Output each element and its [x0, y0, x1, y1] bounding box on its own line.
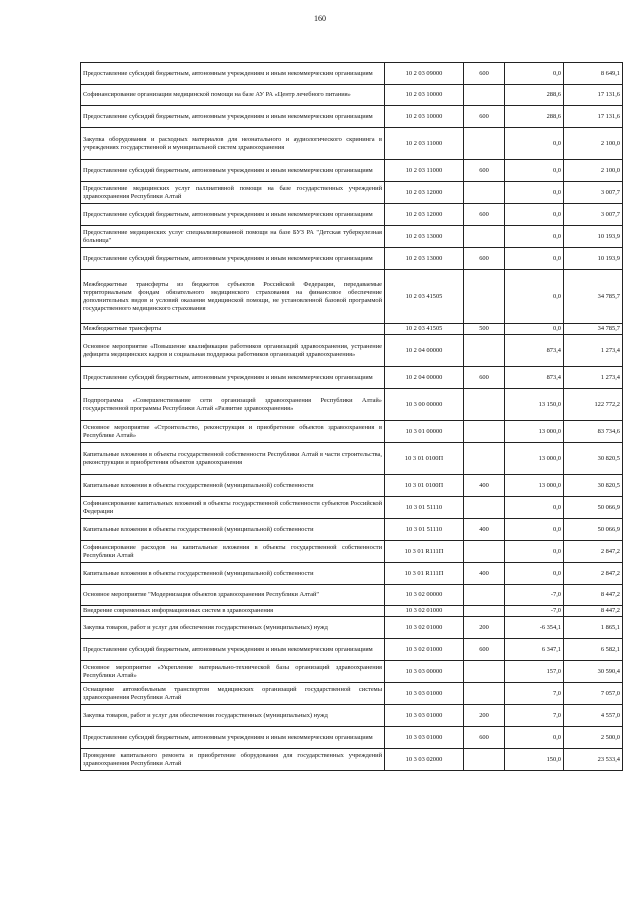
row-name-cell: Оснащение автомобильным транспортом медицинских организаций государственной системы здравоохранения Республики Алтай	[81, 683, 385, 705]
row-amount-cell: 4 557,0	[564, 705, 623, 727]
row-amount-cell: 30 590,4	[564, 661, 623, 683]
table-row	[81, 63, 623, 85]
row-change-cell: 873,4	[505, 367, 564, 389]
table-row	[81, 541, 623, 563]
row-name-cell: Предоставление субсидий бюджетным, автономным учреждениям и иным некоммерческим организациям	[81, 204, 385, 226]
row-name-cell: Софинансирование организации медицинской помощи на базе АУ РА «Центр лечебного питания»	[81, 85, 385, 106]
row-change-cell: 0,0	[505, 497, 564, 519]
row-amount-cell: 1 865,1	[564, 617, 623, 639]
row-change-cell: 13 150,0	[505, 389, 564, 421]
row-expense-type-cell	[464, 182, 505, 204]
row-code-cell: 10 2 03 13000	[385, 248, 464, 270]
row-name-cell: Основное мероприятие «Повышение квалификации работников организаций здравоохранения, устранение дефицита медицинских кадров и социальная поддержка работников организаций здравоохранения»	[81, 335, 385, 367]
row-code-cell: 10 2 03 12000	[385, 182, 464, 204]
table-row	[81, 585, 623, 606]
row-expense-type-cell	[464, 128, 505, 160]
row-name-cell: Предоставление субсидий бюджетным, автономным учреждениям и иным некоммерческим организациям	[81, 727, 385, 749]
row-name-cell: Предоставление субсидий бюджетным, автономным учреждениям и иным некоммерческим организациям	[81, 639, 385, 661]
row-code-cell: 10 3 03 00000	[385, 661, 464, 683]
row-code-cell: 10 2 03 10000	[385, 106, 464, 128]
row-change-cell: 0,0	[505, 541, 564, 563]
row-name-cell: Софинансирование расходов на капитальные вложения в объекты государственной собственности Республики Алтай	[81, 541, 385, 563]
row-change-cell: 873,4	[505, 335, 564, 367]
row-amount-cell: 1 273,4	[564, 335, 623, 367]
row-code-cell: 10 2 03 41505	[385, 324, 464, 335]
row-amount-cell: 8 447,2	[564, 585, 623, 606]
row-change-cell: 13 000,0	[505, 475, 564, 497]
row-name-cell: Предоставление субсидий бюджетным, автономным учреждениям и иным некоммерческим организациям	[81, 63, 385, 85]
row-code-cell: 10 3 02 00000	[385, 585, 464, 606]
row-expense-type-cell	[464, 443, 505, 475]
row-name-cell: Капитальные вложения в объекты государственной (муниципальной) собственности	[81, 475, 385, 497]
row-amount-cell: 3 007,7	[564, 182, 623, 204]
row-change-cell: 0,0	[505, 270, 564, 324]
row-code-cell: 10 3 03 02000	[385, 749, 464, 771]
row-name-cell: Закупка товаров, работ и услуг для обеспечения государственных (муниципальных) нужд	[81, 617, 385, 639]
row-expense-type-cell: 500	[464, 324, 505, 335]
row-expense-type-cell: 600	[464, 63, 505, 85]
table-row	[81, 606, 623, 617]
table-row	[81, 705, 623, 727]
row-code-cell: 10 2 03 41505	[385, 270, 464, 324]
table-row	[81, 475, 623, 497]
row-expense-type-cell	[464, 335, 505, 367]
table-row	[81, 324, 623, 335]
row-change-cell: -7,0	[505, 606, 564, 617]
row-name-cell: Капитальные вложения в объекты государственной (муниципальной) собственности	[81, 563, 385, 585]
row-amount-cell: 34 785,7	[564, 270, 623, 324]
row-code-cell: 10 2 03 11000	[385, 160, 464, 182]
row-change-cell: 0,0	[505, 204, 564, 226]
row-amount-cell: 17 131,6	[564, 106, 623, 128]
table-row	[81, 497, 623, 519]
budget-table	[80, 62, 623, 771]
row-change-cell: 13 000,0	[505, 421, 564, 443]
row-change-cell: 0,0	[505, 248, 564, 270]
row-name-cell: Основное мероприятие «Укрепление материально-технической базы организаций здравоохранения Республики Алтай»	[81, 661, 385, 683]
row-code-cell: 10 3 01 R111П	[385, 541, 464, 563]
row-expense-type-cell: 600	[464, 727, 505, 749]
row-code-cell: 10 3 01 R111П	[385, 563, 464, 585]
row-code-cell: 10 2 03 10000	[385, 85, 464, 106]
row-name-cell: Предоставление субсидий бюджетным, автономным учреждениям и иным некоммерческим организациям	[81, 367, 385, 389]
row-amount-cell: 10 193,9	[564, 248, 623, 270]
row-amount-cell: 6 582,1	[564, 639, 623, 661]
row-expense-type-cell: 600	[464, 204, 505, 226]
row-name-cell: Закупка оборудования и расходных материалов для неонатального и аудиологического скрининга в учреждениях государственной и муниципальной систем здравоохранения	[81, 128, 385, 160]
table-row	[81, 248, 623, 270]
table-row	[81, 639, 623, 661]
table-row	[81, 226, 623, 248]
table-row	[81, 204, 623, 226]
row-change-cell: 0,0	[505, 182, 564, 204]
row-code-cell: 10 2 03 09000	[385, 63, 464, 85]
row-change-cell: -6 354,1	[505, 617, 564, 639]
row-expense-type-cell	[464, 389, 505, 421]
row-name-cell: Межбюджетные трансферты	[81, 324, 385, 335]
row-change-cell: -7,0	[505, 585, 564, 606]
row-name-cell: Предоставление медицинских услуг паллиативной помощи на базе государственных учреждений здравоохранения Республики Алтай	[81, 182, 385, 204]
row-name-cell: Капитальные вложения в объекты государственной (муниципальной) собственности	[81, 519, 385, 541]
table-row	[81, 519, 623, 541]
row-expense-type-cell	[464, 585, 505, 606]
row-amount-cell: 83 734,6	[564, 421, 623, 443]
row-change-cell: 150,0	[505, 749, 564, 771]
row-change-cell: 7,0	[505, 705, 564, 727]
row-expense-type-cell: 400	[464, 563, 505, 585]
row-change-cell: 0,0	[505, 519, 564, 541]
page-number: 160	[314, 14, 326, 23]
row-name-cell: Предоставление субсидий бюджетным, автономным учреждениям и иным некоммерческим организациям	[81, 248, 385, 270]
table-row	[81, 367, 623, 389]
row-change-cell: 6 347,1	[505, 639, 564, 661]
row-amount-cell: 30 820,5	[564, 475, 623, 497]
row-expense-type-cell	[464, 270, 505, 324]
row-code-cell: 10 3 01 0100П	[385, 475, 464, 497]
row-code-cell: 10 3 01 0100П	[385, 443, 464, 475]
row-name-cell: Предоставление субсидий бюджетным, автономным учреждениям и иным некоммерческим организациям	[81, 160, 385, 182]
row-amount-cell: 2 847,2	[564, 541, 623, 563]
row-expense-type-cell: 600	[464, 639, 505, 661]
table-row	[81, 727, 623, 749]
row-change-cell: 13 000,0	[505, 443, 564, 475]
table-row	[81, 749, 623, 771]
row-code-cell: 10 3 02 01000	[385, 617, 464, 639]
row-code-cell: 10 2 04 00000	[385, 367, 464, 389]
row-name-cell: Предоставление субсидий бюджетным, автономным учреждениям и иным некоммерческим организациям	[81, 106, 385, 128]
row-amount-cell: 3 007,7	[564, 204, 623, 226]
row-name-cell: Закупка товаров, работ и услуг для обеспечения государственных (муниципальных) нужд	[81, 705, 385, 727]
row-code-cell: 10 2 03 11000	[385, 128, 464, 160]
row-amount-cell: 2 100,0	[564, 128, 623, 160]
row-change-cell: 0,0	[505, 226, 564, 248]
row-expense-type-cell: 400	[464, 519, 505, 541]
table-row	[81, 85, 623, 106]
table-row	[81, 683, 623, 705]
row-name-cell: Софинансирование капитальных вложений в объекты государственной собственности субъектов Российской Федерации	[81, 497, 385, 519]
table-row	[81, 389, 623, 421]
row-name-cell: Предоставление медицинских услуг специализированной помощи на базе БУЗ РА "Детская туберкулезная больница"	[81, 226, 385, 248]
row-expense-type-cell	[464, 749, 505, 771]
row-change-cell: 288,6	[505, 106, 564, 128]
row-code-cell: 10 3 01 00000	[385, 421, 464, 443]
row-name-cell: Подпрограмма «Совершенствование сети организаций здравоохранения Республики Алтай» государственной программы Республики Алтай «Развитие здравоохранения»	[81, 389, 385, 421]
budget-table-body	[81, 63, 623, 771]
row-amount-cell: 8 447,2	[564, 606, 623, 617]
row-change-cell: 0,0	[505, 128, 564, 160]
row-code-cell: 10 3 03 01000	[385, 683, 464, 705]
row-change-cell: 0,0	[505, 563, 564, 585]
row-change-cell: 0,0	[505, 63, 564, 85]
table-row	[81, 335, 623, 367]
row-amount-cell: 1 273,4	[564, 367, 623, 389]
row-amount-cell: 34 785,7	[564, 324, 623, 335]
row-code-cell: 10 3 01 51110	[385, 497, 464, 519]
row-code-cell: 10 3 01 51110	[385, 519, 464, 541]
row-code-cell: 10 3 02 01000	[385, 639, 464, 661]
row-amount-cell: 17 131,6	[564, 85, 623, 106]
row-expense-type-cell: 200	[464, 705, 505, 727]
row-name-cell: Основное мероприятие "Модернизация объектов здравоохранения Республики Алтай"	[81, 585, 385, 606]
table-row	[81, 106, 623, 128]
row-expense-type-cell	[464, 226, 505, 248]
row-change-cell: 0,0	[505, 324, 564, 335]
table-row	[81, 443, 623, 475]
row-expense-type-cell	[464, 606, 505, 617]
row-name-cell: Внедрение современных информационных систем в здравоохранения	[81, 606, 385, 617]
row-code-cell: 10 2 03 12000	[385, 204, 464, 226]
table-row	[81, 182, 623, 204]
row-amount-cell: 50 066,9	[564, 497, 623, 519]
row-amount-cell: 2 100,0	[564, 160, 623, 182]
row-code-cell: 10 3 03 01000	[385, 705, 464, 727]
row-code-cell: 10 2 04 00000	[385, 335, 464, 367]
table-row	[81, 421, 623, 443]
row-expense-type-cell	[464, 661, 505, 683]
row-expense-type-cell	[464, 421, 505, 443]
row-name-cell: Основное мероприятие «Строительство, реконструкция и приобретение объектов здравоохранения в Республике Алтай»	[81, 421, 385, 443]
row-expense-type-cell	[464, 683, 505, 705]
row-name-cell: Капитальные вложения в объекты государственной собственности Республики Алтай в части строительства, реконструкции и приобретения объектов здравоохранения	[81, 443, 385, 475]
row-expense-type-cell: 600	[464, 106, 505, 128]
row-change-cell: 157,0	[505, 661, 564, 683]
row-expense-type-cell: 600	[464, 367, 505, 389]
row-code-cell: 10 2 03 13000	[385, 226, 464, 248]
table-row	[81, 661, 623, 683]
table-row	[81, 563, 623, 585]
row-expense-type-cell	[464, 541, 505, 563]
row-expense-type-cell	[464, 85, 505, 106]
row-name-cell: Межбюджетные трансферты из бюджетов субъектов Российской Федерации, передаваемые территориальным фондам обязательного медицинского страхования на финансовое обеспечение дополнительных видов и условий оказания медицинской помощи, не установленной базовой программой государственного медицинского страхования	[81, 270, 385, 324]
row-change-cell: 7,0	[505, 683, 564, 705]
row-expense-type-cell: 600	[464, 160, 505, 182]
row-amount-cell: 50 066,9	[564, 519, 623, 541]
row-expense-type-cell	[464, 497, 505, 519]
table-row	[81, 270, 623, 324]
table-row	[81, 128, 623, 160]
row-amount-cell: 7 057,0	[564, 683, 623, 705]
row-amount-cell: 8 649,1	[564, 63, 623, 85]
table-row	[81, 160, 623, 182]
row-amount-cell: 2 847,2	[564, 563, 623, 585]
row-code-cell: 10 3 03 01000	[385, 727, 464, 749]
row-code-cell: 10 3 00 00000	[385, 389, 464, 421]
row-name-cell: Проведение капитального ремонта и приобретение оборудования для государственных учреждений здравоохранения Республики Алтай	[81, 749, 385, 771]
row-change-cell: 288,6	[505, 85, 564, 106]
row-expense-type-cell: 200	[464, 617, 505, 639]
row-code-cell: 10 3 02 01000	[385, 606, 464, 617]
row-change-cell: 0,0	[505, 727, 564, 749]
table-row	[81, 617, 623, 639]
row-change-cell: 0,0	[505, 160, 564, 182]
row-expense-type-cell: 400	[464, 475, 505, 497]
row-expense-type-cell: 600	[464, 248, 505, 270]
row-amount-cell: 10 193,9	[564, 226, 623, 248]
row-amount-cell: 2 500,0	[564, 727, 623, 749]
row-amount-cell: 23 533,4	[564, 749, 623, 771]
row-amount-cell: 30 820,5	[564, 443, 623, 475]
row-amount-cell: 122 772,2	[564, 389, 623, 421]
